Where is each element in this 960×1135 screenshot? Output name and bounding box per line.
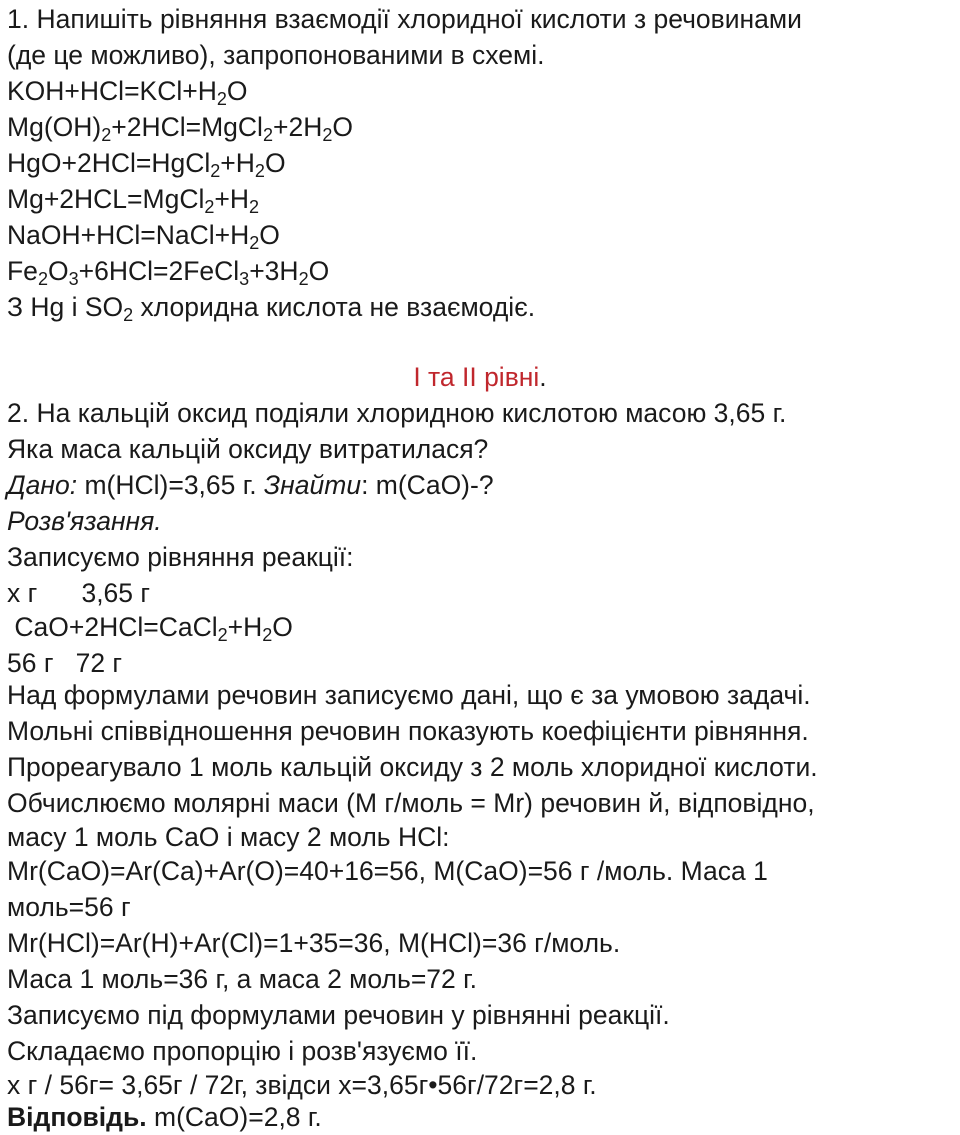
equation-fe2o3: $Fe_2O_3+6HCl=2FeCl_3+3H_2O$ <box>7 256 330 290</box>
given-line: Дано: m(HCl)=3,65 г. Знайти: m(CaO)-? <box>7 470 494 500</box>
solution-label: Розв'язання. <box>7 506 162 536</box>
reaction-equation: $CaO+2HCl=CaCl_2+H_2O$ <box>7 612 293 646</box>
answer-label: Відповідь. <box>7 1102 147 1132</box>
task1-note: З Hg і $SO_2$ хлоридна кислота не взаємодіє. <box>7 292 536 326</box>
paragraph-7: моль=56 г <box>7 892 131 922</box>
paragraph-10: Записуємо під формулами речовин у рівнянні реакції. <box>7 1000 670 1030</box>
equation-mgoh2: $Mg(OH)_2+2HCl=MgCl_2+2H_2O$ <box>7 112 353 146</box>
task1-question-line2: (де це можливо), запропонованими в схемі. <box>7 40 545 70</box>
paragraph-3: Прореагувало 1 моль кальцій оксиду з 2 моль хлоридної кислоти. <box>7 752 818 782</box>
paragraph-5: масу 1 моль CaO і масу 2 моль HCl: <box>7 822 450 852</box>
answer-line: Відповідь. m(CaO)=2,8 г. <box>7 1102 322 1132</box>
above-formula-values: х г 3,65 г <box>7 578 151 608</box>
paragraph-12: х г / 56г= 3,65г / 72г, звідси х=3,65г•56г/72г=2,8 г. <box>7 1070 597 1100</box>
task2-question-line2: Яка маса кальцій оксиду витратилася? <box>7 434 489 464</box>
below-formula-values: 56 г 72 г <box>7 648 123 678</box>
levels-heading-text: І та ІІ рівні <box>413 362 540 392</box>
paragraph-2: Мольні співвідношення речовин показують коефіцієнти рівняння. <box>7 716 809 746</box>
find-label: Знайти <box>263 470 362 500</box>
paragraph-11: Складаємо пропорцію і розв'язуємо її. <box>7 1036 478 1066</box>
paragraph-1: Над формулами речовин записуємо дані, що є за умовою задачі. <box>7 680 811 710</box>
task2-question-line1: 2. На кальцій оксид подіяли хлоридною кислотою масою 3,65 г. <box>7 398 787 428</box>
equation-naoh: $NaOH+HCl=NaCl+H_2O$ <box>7 220 280 254</box>
equation-hgo: $HgO+2HCl=HgCl_2+H_2O$ <box>7 148 286 182</box>
paragraph-9: Маса 1 моль=36 г, а маса 2 моль=72 г. <box>7 964 477 994</box>
paragraph-6: Mr(CaO)=Ar(Ca)+Ar(O)=40+16=56, M(CaO)=56 г /моль. Маса 1 <box>7 856 768 886</box>
paragraph-4: Обчислюємо молярні маси (M г/моль = Mr) речовин й, відповідно, <box>7 788 815 818</box>
write-equation-text: Записуємо рівняння реакції: <box>7 542 354 572</box>
levels-heading: І та ІІ рівні. <box>413 362 547 392</box>
equation-mg: $Mg+2HCL=MgCl_2+H_2$ <box>7 184 260 218</box>
paragraph-8: Mr(HCl)=Ar(H)+Ar(Cl)=1+35=36, M(HCl)=36 г/моль. <box>7 928 621 958</box>
task1-question-line1: 1. Напишіть рівняння взаємодії хлоридної кислоти з речовинами <box>7 4 802 34</box>
given-label: Дано: <box>7 470 78 500</box>
equation-koh: $KOH+HCl=KCl+H_2O$ <box>7 76 248 110</box>
